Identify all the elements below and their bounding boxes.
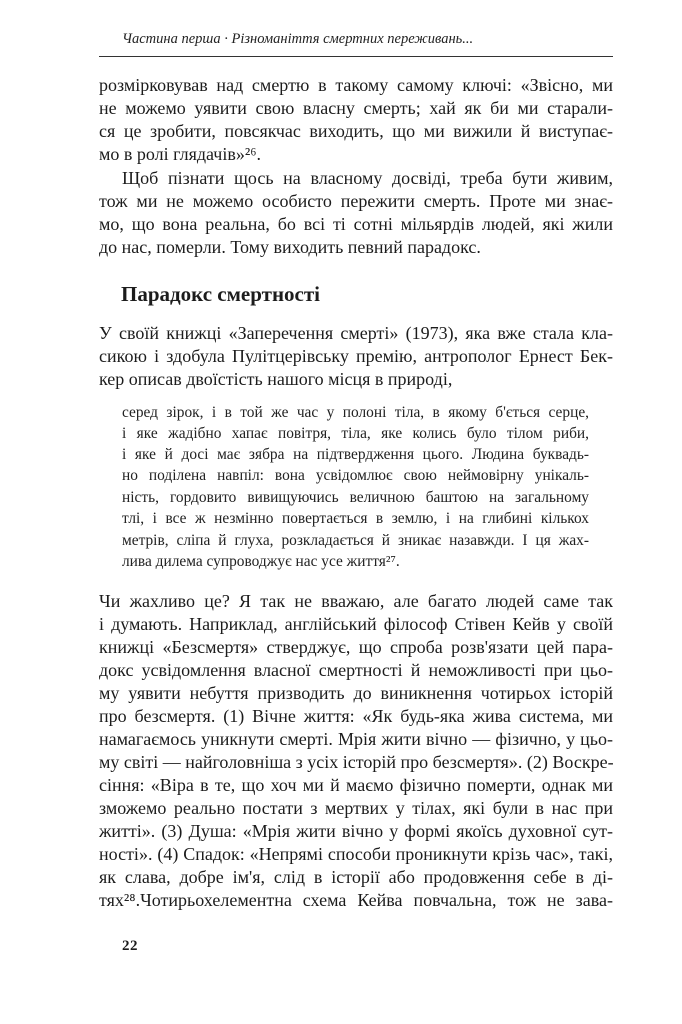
paragraph-4-line: зможемо реально постати з мертвих у тілах, які були в нас при (99, 798, 613, 818)
paragraph-4-line: як слава, добре ім'я, слід в історії або продовження себе в ді- (99, 867, 613, 887)
quote-line: метрів, сліпа й глуха, розкладається й зникає назавжди. І ця жах- (122, 532, 589, 549)
paragraph-4-line: тях²⁸.Чотирьохелементна схема Кейва повчальна, тож не зава- (99, 890, 613, 910)
running-header: Частина перша · Різноманіття смертних переживань... (122, 31, 474, 47)
paragraph-4-line: намагаємось уникнути смерті. Мрія жити вічно — фізично, у цьо- (99, 729, 613, 749)
paragraph-2-line: мо, що вона реальна, бо всі ті сотні мільярдів людей, які жили (99, 214, 613, 234)
paragraph-2-line: тож ми не можемо особисто пережити смерть. Проте ми знає- (99, 191, 613, 211)
quote-line: но поділена навпіл: вона усвідомлює свою неймовірну унікаль- (122, 467, 589, 484)
paragraph-4-line: сіння: «Віра в те, що хоч ми й маємо фізично померти, однак ми (99, 775, 613, 795)
paragraph-3-line: кер описав двоїстість нашого місця в природі, (99, 369, 453, 389)
paragraph-2-line: до нас, померли. Тому виходить певний парадокс. (99, 237, 481, 257)
header-rule (99, 56, 613, 57)
quote-line: і яке жадібно хапає повітря, тіла, яке колись було тілом риби, (122, 425, 589, 442)
quote-line: лива дилема супроводжує нас усе життя²⁷. (122, 553, 400, 570)
quote-line: ність, гордовито вивищуючись величною баштою на загальному (122, 489, 589, 506)
paragraph-1-line: мо в ролі глядачів»²⁶. (99, 144, 262, 164)
paragraph-4-line: докс усвідомлення власної смертності й неможливості при цьо- (99, 660, 613, 680)
paragraph-4-line: му світі — найголовніша з усіх історій про безсмертя». (2) Воскре- (99, 752, 614, 772)
paragraph-4-line: Чи жахливо це? Я так не вважаю, але багато людей саме так (99, 591, 613, 611)
paragraph-4-line: про безсмертя. (1) Вічне життя: «Як будь-яка жива система, ми (99, 706, 613, 726)
page-number: 22 (122, 938, 138, 954)
paragraph-4-line: му уявити небуття призводить до виникнення чотирьох історій (99, 683, 613, 703)
quote-line: тлі, і все ж незмінно повертається в землю, і на глибині кількох (122, 510, 589, 527)
paragraph-1-line: ся це зробити, повсякчас виходить, що ми вижили й виступає- (99, 121, 613, 141)
paragraph-1-line: розмірковував над смертю в такому самому ключі: «Звісно, ми (99, 75, 613, 95)
paragraph-1-line: не можемо уявити свою власну смерть; хай як би ми старали- (99, 98, 613, 118)
paragraph-3-line: У своїй книжці «Заперечення смерті» (1973), яка вже стала кла- (99, 323, 613, 343)
section-heading: Парадокс смертності (121, 282, 321, 306)
paragraph-4-line: книжці «Безсмертя» стверджує, що спроба розв'язати цей пара- (99, 637, 613, 657)
paragraph-4-line: і думають. Наприклад, англійський філософ Стівен Кейв у своїй (99, 614, 613, 634)
paragraph-3-line: сикою і здобула Пулітцерівську премію, антрополог Ернест Бек- (99, 346, 613, 366)
paragraph-4-line: ності». (4) Спадок: «Непрямі способи проникнути крізь час», такі, (99, 844, 613, 864)
paragraph-4-line: житті». (3) Душа: «Мрія жити вічно у формі якоїсь духовної сут- (99, 821, 613, 841)
quote-line: серед зірок, і в той же час у полоні тіла, в якому б'ється серце, (122, 404, 589, 421)
quote-line: і яке й досі має зябра на підтвердження цього. Людина буквадь- (122, 446, 589, 463)
paragraph-2-line: Щоб пізнати щось на власному досвіді, треба бути живим, (122, 168, 613, 188)
